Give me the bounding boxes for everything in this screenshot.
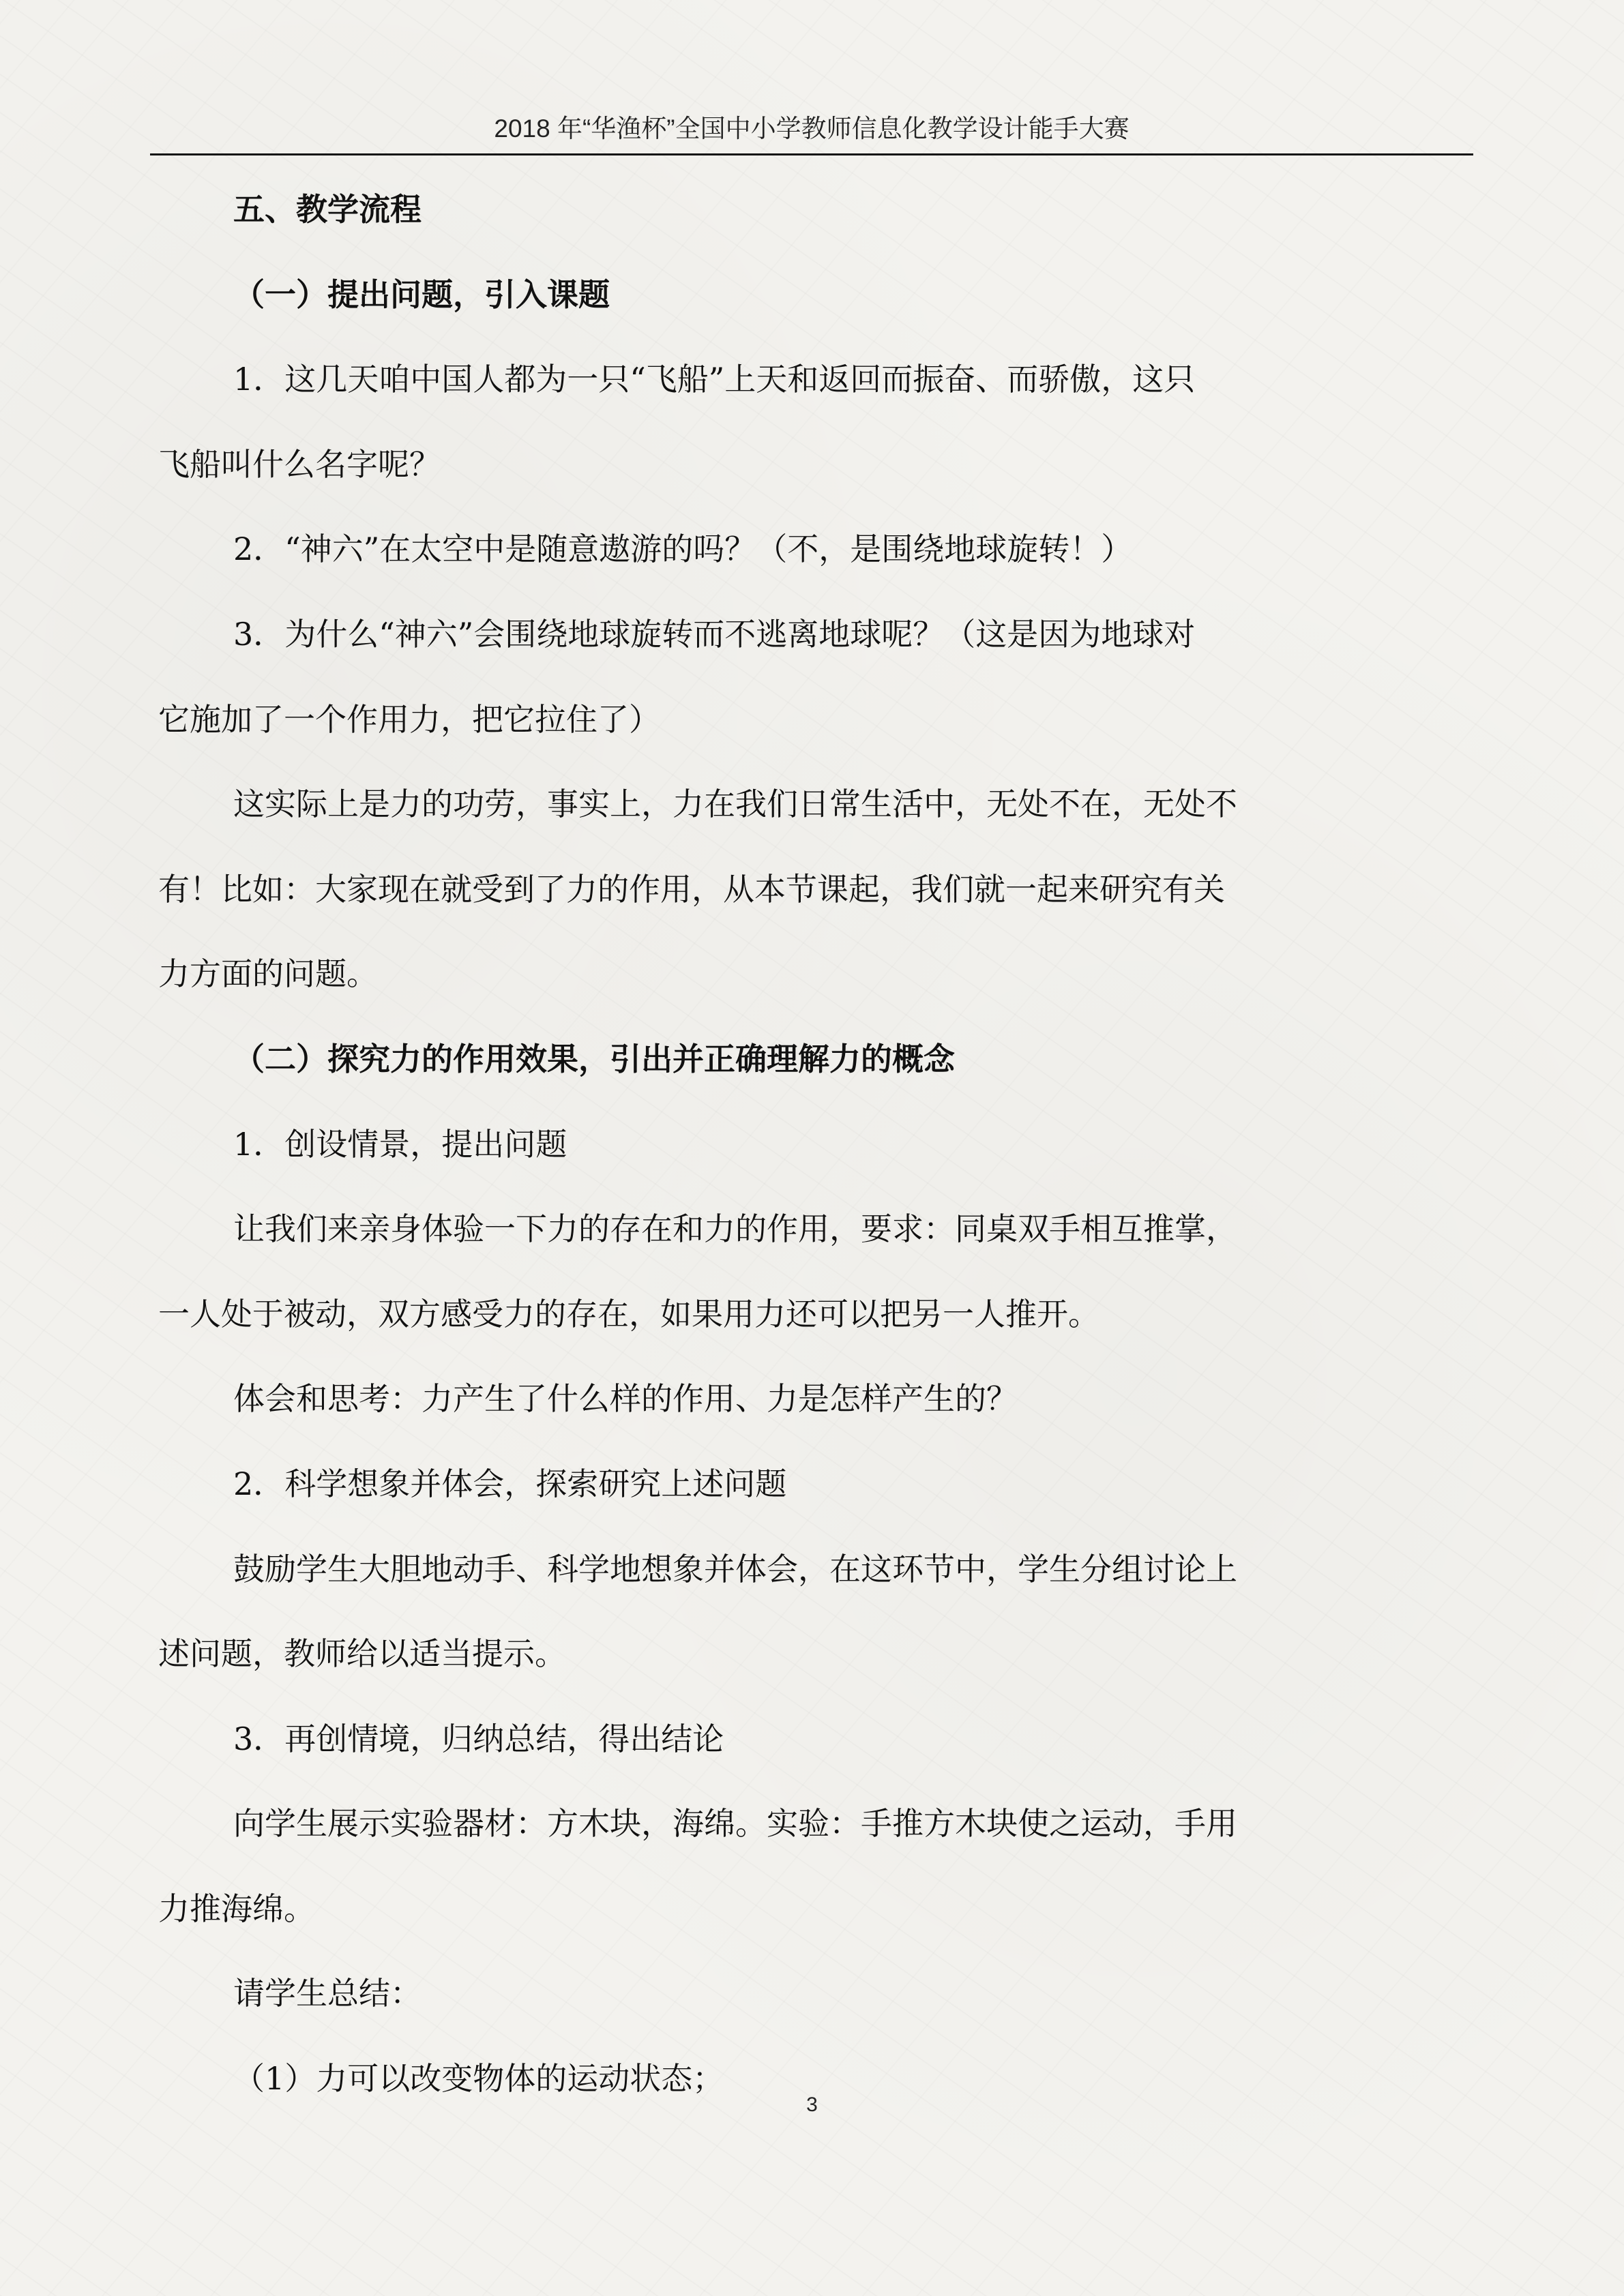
paragraph-line: 力推海绵。	[158, 1890, 315, 1927]
paragraph-line: 3．再创情境，归纳总结，得出结论	[233, 1720, 724, 1757]
paragraph-line: （1）力可以改变物体的运动状态；	[233, 2060, 724, 2098]
paragraph-line: 飞船叫什么名字呢？	[158, 445, 441, 483]
page-header: 2018 年“华渔杯”全国中小学教师信息化教学设计能手大赛	[494, 115, 1130, 143]
paragraph-line: 让我们来亲身体验一下力的存在和力的作用，要求：同桌双手相互推掌，	[233, 1210, 1237, 1248]
paragraph-line: 体会和思考：力产生了什么样的作用、力是怎样产生的？	[233, 1380, 1018, 1418]
paragraph-line: 2．科学想象并体会，探索研究上述问题	[233, 1465, 787, 1502]
paragraph-line: 向学生展示实验器材：方木块，海绵。实验：手推方木块使之运动，手用	[233, 1805, 1237, 1843]
paragraph-line: 述问题，教师给以适当提示。	[158, 1635, 566, 1673]
paragraph-line: 这实际上是力的功劳，事实上，力在我们日常生活中，无处不在，无处不	[233, 786, 1237, 823]
paragraph-line: 2．“神六”在太空中是随意遨游的吗？（不，是围绕地球旋转！）	[233, 531, 1133, 568]
header-divider	[150, 153, 1473, 155]
paragraph-line: 它施加了一个作用力，把它拉住了）	[158, 700, 660, 738]
section-heading: 五、教学流程	[233, 191, 422, 228]
paragraph-line: 3．为什么“神六”会围绕地球旋转而不逃离地球呢？（这是因为地球对	[233, 615, 1196, 653]
paragraph-line: 鼓励学生大胆地动手、科学地想象并体会，在这环节中，学生分组讨论上	[233, 1550, 1237, 1587]
paragraph-line: 力方面的问题。	[158, 955, 378, 993]
paragraph-line: 有！比如：大家现在就受到了力的作用，从本节课起，我们就一起来研究有关	[158, 870, 1225, 908]
paragraph-line: 一人处于被动，双方感受力的存在，如果用力还可以把另一人推开。	[158, 1295, 1099, 1332]
paragraph-line: 1．创设情景，提出问题	[233, 1125, 567, 1163]
subsection-heading: （二）探究力的作用效果，引出并正确理解力的概念	[233, 1040, 955, 1077]
document-body	[158, 167, 1454, 2121]
subsection-heading: （一）提出问题，引入课题	[233, 275, 610, 313]
page-number: 3	[806, 2093, 818, 2116]
paragraph-line: 1．这几天咱中国人都为一只“飞船”上天和返回而振奋、而骄傲，这只	[233, 361, 1196, 398]
paragraph-line: 请学生总结：	[233, 1975, 422, 2012]
